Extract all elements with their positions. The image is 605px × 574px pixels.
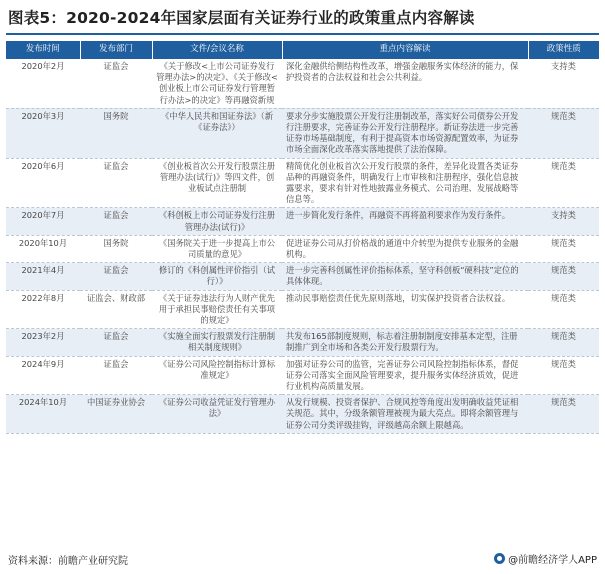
cell-doc: 《关于修改<上市公司证券发行管理办法>的决定》、《关于修改<创业板上市公司证券发行管理暂行办法>的决定》等再融资新规 — [152, 59, 282, 108]
page-title: 图表5：2020-2024年国家层面有关证券行业的政策重点内容解读 — [8, 9, 475, 27]
table-row — [6, 290, 599, 329]
cell-key: 推动民事赔偿责任优先原则落地，切实保护投资者合法权益。 — [282, 290, 528, 329]
cell-time: 2023年2月 — [6, 329, 80, 356]
cell-dept: 证监会 — [80, 59, 152, 108]
table-row — [6, 235, 599, 262]
cell-type: 规范类 — [528, 356, 599, 395]
cell-doc: 《证券公司风险控制指标计算标准规定》 — [152, 356, 282, 395]
header-dept: 发布部门 — [80, 41, 152, 59]
cell-type: 规范类 — [528, 395, 599, 434]
brand-credit — [494, 551, 597, 566]
cell-doc: 《实施全面实行股票发行注册制相关制度规则》 — [152, 329, 282, 356]
cell-dept: 证监会 — [80, 356, 152, 395]
cell-doc: 《国务院关于进一步提高上市公司质量的意见》 — [152, 235, 282, 262]
cell-doc: 《创业板首次公开发行股票注册管理办法(试行)》等四文件，创业板试点注册制 — [152, 158, 282, 208]
cell-type: 规范类 — [528, 235, 599, 262]
table-row — [6, 356, 599, 395]
brand-label: @前瞻经济学人APP — [508, 555, 597, 566]
cell-time: 2020年2月 — [6, 59, 80, 108]
cell-type: 规范类 — [528, 329, 599, 356]
cell-type: 规范类 — [528, 158, 599, 208]
header-doc: 文件/会议名称 — [152, 41, 282, 59]
cell-type: 规范类 — [528, 108, 599, 158]
cell-dept: 证监会、财政部 — [80, 290, 152, 329]
header-type: 政策性质 — [528, 41, 599, 59]
table-row — [6, 158, 599, 208]
table-row — [6, 395, 599, 434]
cell-type: 规范类 — [528, 263, 599, 290]
cell-type: 支持类 — [528, 59, 599, 108]
cell-type: 支持类 — [528, 208, 599, 235]
cell-time: 2020年7月 — [6, 208, 80, 235]
table-row — [6, 108, 599, 158]
cell-key: 促进证券公司从打价格战的通道中介转型为提供专业服务的金融机构。 — [282, 235, 528, 262]
cell-key: 要求分步实施股票公开发行注册制改革，落实好公司债券公开发行注册要求，完善证券公开发行注册程序。新证券法进一步完善证券市场基础制度，有利于提高资本市场资源配置效率，为证券市场全面深化改革落实落地提供了法治保障。 — [282, 108, 528, 158]
policy-table — [6, 41, 599, 434]
brand-logo-icon — [494, 553, 505, 564]
cell-key: 从发行规模、投资者保护、合规风控等角度出发明确收益凭证相关规范。其中，分级条额管理被视为最大亮点。即将余额管理与证券公司分类评级挂钩，评级越高余额上限越高。 — [282, 395, 528, 434]
cell-key: 进一步简化发行条件，再融资不再将盈利要求作为发行条件。 — [282, 208, 528, 235]
cell-doc: 《科创板上市公司证券发行注册管理办法(试行)》 — [152, 208, 282, 235]
cell-dept: 证监会 — [80, 208, 152, 235]
table-row — [6, 208, 599, 235]
header-time: 发布时间 — [6, 41, 80, 59]
cell-type: 规范类 — [528, 290, 599, 329]
cell-dept: 国务院 — [80, 235, 152, 262]
source-note: 资料来源：前瞻产业研究院 — [8, 556, 128, 567]
header-key: 重点内容解读 — [282, 41, 528, 59]
cell-dept: 证监会 — [80, 329, 152, 356]
cell-key: 精简优化创业板首次公开发行股票的条件，差异化设置各类证券品种的再融资条件，明确发行上市审核和注册程序，强化信息披露要求，要求有针对性地披露业务模式、公司治理、发展战略等信息等。 — [282, 158, 528, 208]
cell-key: 深化金融供给侧结构性改革，增强金融服务实体经济的能力，保护投资者的合法权益和社会公共利益。 — [282, 59, 528, 108]
cell-time: 2024年10月 — [6, 395, 80, 434]
table-row — [6, 263, 599, 290]
cell-key: 进一步完善科创属性评价指标体系，坚守科创板“硬科技”定位的具体体现。 — [282, 263, 528, 290]
cell-dept: 中国证券业协会 — [80, 395, 152, 434]
cell-time: 2022年8月 — [6, 290, 80, 329]
cell-key: 加强对证券公司的监管，完善证券公司风险控制指标体系，督促证券公司落实全面风险管理要求，提升服务实体经济质效，促进行业机构高质量发展。 — [282, 356, 528, 395]
cell-doc: 《中华人民共和国证券法》（新《证券法》） — [152, 108, 282, 158]
cell-time: 2021年4月 — [6, 263, 80, 290]
cell-doc: 《关于证券违法行为人财产优先用于承担民事赔偿责任有关事项的规定》 — [152, 290, 282, 329]
cell-time: 2020年6月 — [6, 158, 80, 208]
cell-dept: 证监会 — [80, 263, 152, 290]
cell-time: 2020年3月 — [6, 108, 80, 158]
cell-time: 2024年9月 — [6, 356, 80, 395]
table-row — [6, 329, 599, 356]
cell-doc: 修订的《科创属性评价指引（试行）》 — [152, 263, 282, 290]
cell-doc: 《证券公司收益凭证发行管理办法》 — [152, 395, 282, 434]
title-divider — [6, 33, 599, 35]
cell-time: 2020年10月 — [6, 235, 80, 262]
cell-dept: 证监会 — [80, 158, 152, 208]
cell-key: 共发布165部制度规则，标志着注册制制度安排基本定型，注册制推广到全市场和各类公开发行股票行为。 — [282, 329, 528, 356]
table-row — [6, 59, 599, 108]
cell-dept: 国务院 — [80, 108, 152, 158]
table-header-row — [6, 41, 599, 59]
